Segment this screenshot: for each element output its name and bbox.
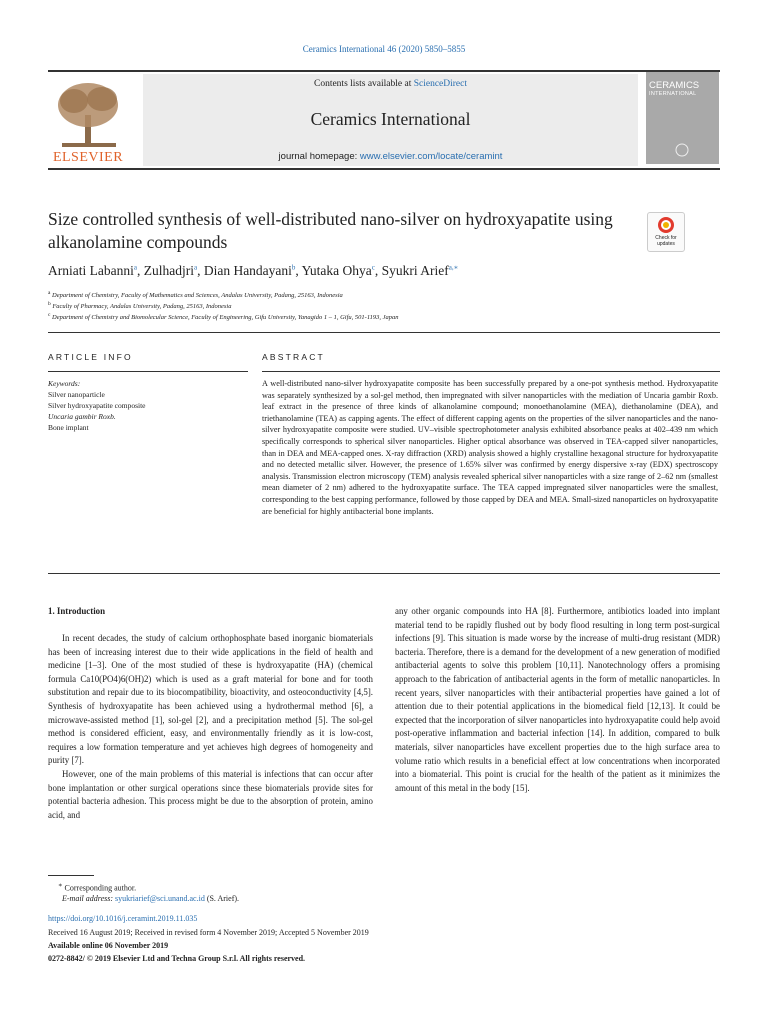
affiliation: $^b$ Faculty of Pharmacy, Andalas University, Padang, 25163, Indonesia <box>48 301 232 311</box>
corresponding-note: ∗ Corresponding author. <box>58 882 137 893</box>
contents-line <box>143 79 638 89</box>
abstract-heading: ABSTRACT <box>262 352 325 362</box>
article-title: Size controlled synthesis of well-distributed nano-silver on hydroxyapatite using alkanolamine compounds <box>48 209 613 252</box>
author-affil-sup[interactable]: a <box>133 263 137 272</box>
affiliation: $^c$ Department of Chemistry and Biomolecular Science, Faculty of Engineering, Gifu University, Yanagido 1 – 1, Gifu, 501-1193, Japan <box>48 312 399 322</box>
footnote-rule <box>48 875 94 876</box>
affiliation: $^a$ Department of Chemistry, Faculty of Mathematics and Sciences, Andalas University, Padang, 25163, Indonesia <box>48 290 343 300</box>
keyword: Silver hydroxyapatite composite <box>48 401 146 410</box>
author-affil-sup[interactable]: c <box>371 263 375 272</box>
journal-homepage <box>143 151 638 162</box>
keyword: Silver nanoparticle <box>48 390 105 399</box>
elsevier-wordmark: ELSEVIER <box>52 150 124 165</box>
section-heading-introduction: 1. Introduction <box>48 606 106 616</box>
intro-paragraph: However, one of the main problems of this material is infections that can occur after bone implantation or other surgical operations since these biomaterials provide sites for potential bacteria adhesion. This process might be due to the absorption of protein, amino acid, and <box>48 768 373 820</box>
header-rule <box>48 70 720 72</box>
available-online: Available online 06 November 2019 <box>48 941 169 950</box>
email-link[interactable]: syukriarief@sci.unand.ac.id <box>115 894 205 903</box>
header-bottom-rule <box>48 168 720 170</box>
homepage-link[interactable]: www.elsevier.com/locate/ceramint <box>359 151 503 162</box>
doi-link[interactable]: https://doi.org/10.1016/j.ceramint.2019.11.035 <box>48 914 198 923</box>
check-updates-label: Check for updates <box>655 235 677 247</box>
author-name: Arniati Labanni <box>48 263 134 278</box>
author-list: Arniati Labanni$^a$, Zulhadjri$^a$, Dian Handayani$^b$, Yutaka Ohya$^c$, Syukri Arief$^{a,∗}$ <box>48 263 459 278</box>
check-for-updates-button[interactable] <box>647 212 685 252</box>
author-name: Yutaka Ohya <box>301 263 372 278</box>
email-line: E-mail address: syukriarief@sci.unand.ac.id (S. Arief). <box>62 894 240 903</box>
author-name: Syukri Arief <box>381 263 449 278</box>
copyright-line: 0272-8842/ © 2019 Elsevier Ltd and Techna Group S.r.l. All rights reserved. <box>48 954 306 963</box>
keyword: Bone implant <box>48 423 89 432</box>
cover-emblem-icon <box>672 140 692 160</box>
author-name: Zulhadjri <box>143 263 194 278</box>
author-affil-sup[interactable]: a,∗ <box>448 263 459 272</box>
keywords-label: Keywords: <box>48 379 81 388</box>
homepage-prefix: journal homepage: <box>278 151 360 162</box>
author-affil-sup[interactable]: b <box>291 263 296 272</box>
journal-title: Ceramics International <box>310 109 471 129</box>
section-rule <box>48 332 720 333</box>
keyword: Uncaria gambir Roxb. <box>48 412 116 421</box>
author-name: Dian Handayani <box>203 263 292 278</box>
abstract-rule <box>262 371 720 372</box>
email-label: E-mail address: <box>62 894 116 903</box>
abstract-text: A well-distributed nano-silver hydroxyapatite composite has been successfully prepared by a one-pot synthesis method. Hydroxyapatite was separately synthesized by a sol-gel method, then impregnated with silver nanoparticles with the mediation of Uncaria gambir Roxb. leaf extract in the presence of three kinds of alkanolamine compound; monoethanolamine (MEA), diethanolamine (DEA), and triethanolamine (TEA) as capping agents. The effect of different capping agents on the properties of the silver nanoparticles and the nano-silver hydroxyapatite composite were studied. UV–visible spectrophotometer analysis exhibited absorbance peaks at 402–439 nm which specifically corresponds to spherical silver nanoparticles. Higher optical absorbance was observed in TEA-capped silver nanoparticles, than in DEA and MEA-capped ones. X-ray diffraction (XRD) analysis showed a highly crystalline hexagonal structure for hydroxyapatite and no detected metallic silver. However, the presence of 1.65% silver was confirmed by energy dispersive x-ray (EDX) spectroscopy analysis. Transmission electron microscopy (TEM) analysis revealed spherical silver nanoparticles with a size range of 2–62 nm (smallest mean diameter of 2 nm) adhered to the hydroxyapatite surface. The TEA capped impregnated silver nanoparticles were the smallest, corresponding to the best capping performance, followed by those capped by DEA and MEA. Small-sized nanoparticles on hydroxyapatite are beneficial for highly antibacterial bone implants. <box>262 379 718 516</box>
intro-left-column <box>48 632 373 822</box>
intro-paragraph: In recent decades, the study of calcium orthophosphate based inorganic biomaterials has been of increasing interest due to their wide applications in the field of health and medicine [1–3]. One of the most studied of these is hydroxyapatite (HA) (chemical formula Ca10(PO4)6(OH)2) which is used as a graft material for bone and for tooth substitution and repair due to its biocompatibility, bioactivity, and osteoconductivity [4,5]. Synthesis of hydroxyapatite has been achieved using a hydrothermal method [6], a microwave-assisted method [1], sol-gel [2], and a precipitation method [5]. The sol-gel method is considered efficient, easy, and environmentally friendly as it is low-cost, requires a low formation temperature and yet achieves high degrees of homogeneity and purity [7]. <box>48 633 373 766</box>
contents-prefix: Contents lists available at <box>313 79 414 89</box>
intro-right-column <box>395 605 720 795</box>
check-updates-icon <box>657 216 675 234</box>
received-dates: Received 16 August 2019; Received in revised form 4 November 2019; Accepted 5 November 2019 <box>48 928 369 937</box>
journal-citation[interactable]: Ceramics International 46 (2020) 5850–5855 <box>302 44 466 54</box>
cover-subtitle: INTERNATIONAL <box>649 91 697 97</box>
author-affil-sup[interactable]: a <box>193 263 198 272</box>
sciencedirect-link[interactable]: ScienceDirect <box>413 79 467 89</box>
section-rule <box>48 573 720 574</box>
article-info-rule <box>48 371 248 372</box>
cover-title: CERAMICS <box>649 80 700 91</box>
article-info-heading: ARTICLE INFO <box>48 352 133 362</box>
intro-paragraph: any other organic compounds into HA [8]. Furthermore, antibiotics loaded into implant material tend to be rapidly flushed out by body flood resulting in long term post-surgical infections [9]. This situation is made worse by the increase of multi-drug resistant (MDR) bacteria. Therefore, there is a demand for the development of a new generation of modified antibacterial agents to solve this problem [10,11]. Nanotechnology offers a promising approach to the fabrication of antibacterial agents in the form of metallic nanoparticles. In recent years, silver nanoparticles with their antibacterial properties have gained a lot of attention due to their potential applications in the biomedical field [12,13]. It could be expected that the incorporation of silver nanoparticles into hydroxyapatite could help avoid post-operative inflammation and bacterial infection [14]. In addition, compared to bulk materials, silver nanoparticles have excellent properties due to the high surface area to volume ratio which results in a beneficial effect at low concentrations when incorporated into a biomaterial. This point is crucial for the health of the patient as it minimizes the amount of this metal in the body [15]. <box>395 606 720 793</box>
